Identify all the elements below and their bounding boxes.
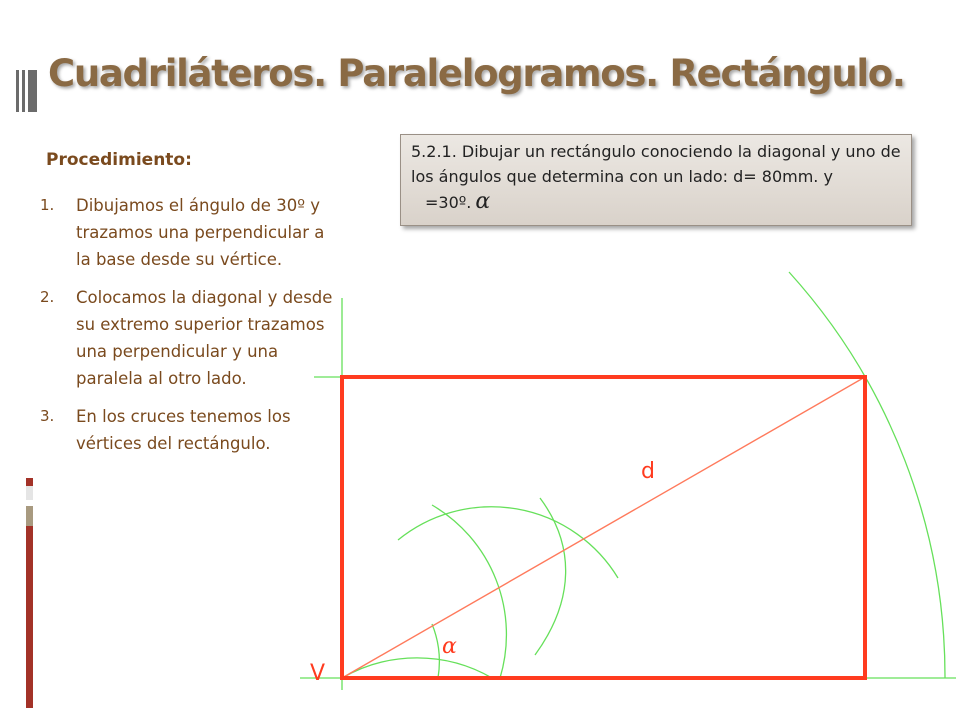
bisect-arc-2 (398, 507, 618, 578)
diagonal-label: d (641, 459, 655, 484)
angle-label: α (442, 634, 457, 659)
step-text: Dibujamos el ángulo de 30º y trazamos una perpendicular a la base desde su vértice. (76, 196, 325, 269)
step-number: 3. (40, 407, 55, 425)
diagonal-length-arc (789, 272, 945, 678)
vertex-label: V (310, 661, 326, 686)
bisect-arc-3 (535, 498, 566, 655)
step-text: Colocamos la diagonal y desde su extremo superior trazamos una perpendicular y una paralela al otro lado. (76, 288, 333, 388)
diagonal-line (342, 377, 865, 678)
alpha-arc (432, 624, 439, 678)
alpha-symbol: α (475, 189, 491, 214)
construction-lines (300, 272, 956, 690)
step-text: En los cruces tenemos los vértices del rectángulo. (76, 407, 291, 453)
exercise-value: =30º. (425, 193, 472, 212)
procedure-heading: Procedimiento: (46, 150, 192, 170)
step-number: 2. (40, 288, 55, 306)
slide-title: Cuadriláteros. Paralelogramos. Rectángulo. (48, 52, 905, 95)
angle-arc (342, 658, 492, 678)
exercise-text: 5.2.1. Dibujar un rectángulo conociendo la diagonal y uno de los ángulos que determina con un lado: d= 80mm. y (411, 142, 901, 186)
step-number: 1. (40, 196, 55, 214)
